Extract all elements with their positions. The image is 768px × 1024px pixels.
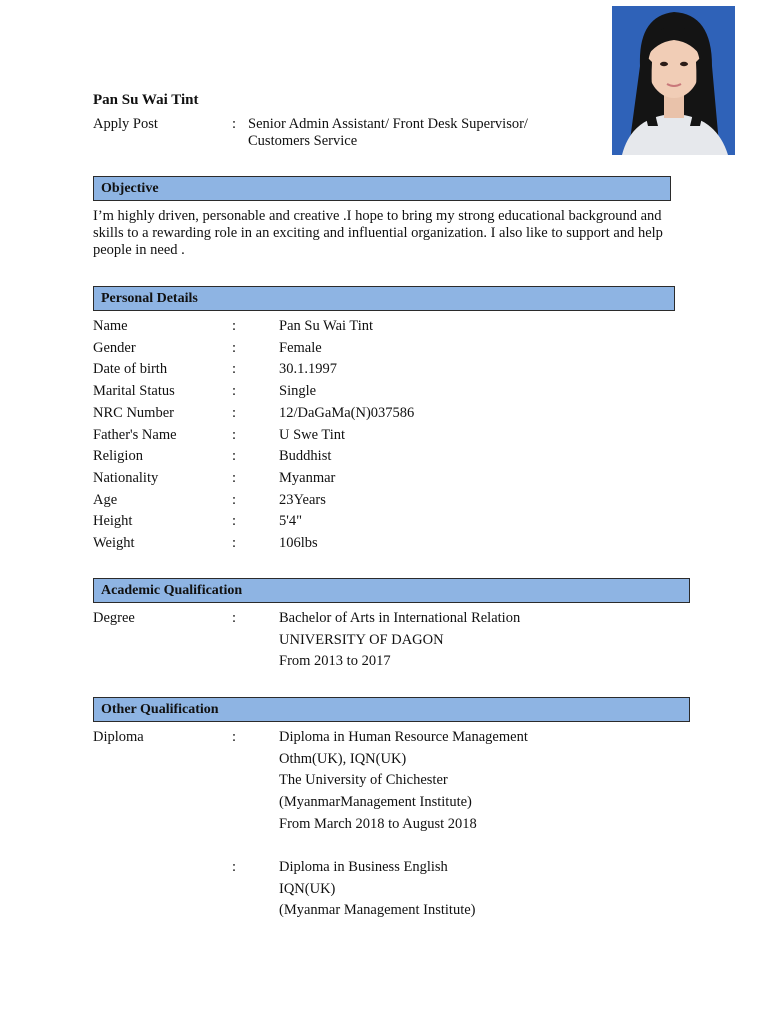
diploma-line: Diploma in Business English [279, 859, 448, 875]
detail-row-nationality [93, 470, 693, 492]
detail-value: 30.1.1997 [279, 361, 337, 378]
objective-heading: Objective [93, 176, 671, 201]
diploma-line: IQN(UK) [279, 880, 336, 897]
detail-label: Father's Name [93, 426, 177, 443]
detail-value: 106lbs [279, 535, 318, 551]
detail-row-marital-status [93, 383, 693, 405]
diploma-line: (MyanmarManagement Institute) [279, 794, 472, 811]
other-qualification-heading: Other Qualification [93, 697, 690, 722]
detail-label: Name [93, 318, 128, 334]
detail-row-gender [93, 340, 693, 362]
detail-colon: : [232, 491, 237, 508]
detail-value: U Swe Tint [279, 426, 346, 443]
detail-colon: : [232, 448, 237, 465]
detail-row-height [93, 513, 693, 535]
academic-qualification-heading: Academic Qualification [93, 578, 690, 603]
candidate-name: Pan Su Wai Tint [93, 92, 199, 108]
detail-label: Religion [93, 448, 143, 465]
detail-label: Weight [93, 535, 135, 551]
diploma-colon-2: : [232, 859, 237, 875]
detail-label: Age [93, 491, 118, 508]
profile-photo [612, 6, 735, 155]
apply-post-line: Customers Service [248, 133, 358, 149]
portrait-image [612, 6, 735, 155]
detail-value: 12/DaGaMa(N)037586 [279, 404, 415, 421]
detail-label: Marital Status [93, 383, 175, 400]
degree-line: Bachelor of Arts in International Relation [279, 610, 521, 626]
detail-value: 5'4" [279, 513, 303, 530]
detail-colon: : [232, 469, 237, 486]
diploma-label: Diploma [93, 729, 144, 745]
diploma-line: (Myanmar Management Institute) [279, 902, 476, 919]
diploma-colon: : [232, 729, 237, 745]
detail-colon: : [232, 318, 237, 334]
detail-colon: : [232, 339, 237, 356]
detail-colon: : [232, 383, 237, 400]
detail-label: NRC Number [93, 404, 174, 421]
detail-colon: : [232, 404, 237, 421]
detail-colon: : [232, 426, 237, 443]
detail-value: Pan Su Wai Tint [279, 318, 374, 334]
detail-row-weight [93, 535, 693, 557]
detail-row-fathers-name [93, 427, 693, 449]
personal-details-heading: Personal Details [93, 286, 675, 311]
detail-colon: : [232, 535, 237, 551]
diploma-line: Othm(UK), IQN(UK) [279, 750, 407, 767]
detail-label: Nationality [93, 469, 159, 486]
degree-colon: : [232, 610, 237, 626]
diploma-line: Diploma in Human Resource Management [279, 729, 528, 745]
degree-label: Degree [93, 610, 135, 626]
detail-label: Date of birth [93, 361, 168, 378]
detail-colon: : [232, 361, 237, 378]
detail-row-date-of-birth [93, 361, 693, 383]
detail-value: 23Years [279, 491, 326, 508]
diploma-line: From March 2018 to August 2018 [279, 815, 477, 832]
apply-post-value [248, 116, 588, 150]
detail-row-nrc-number [93, 405, 693, 427]
diploma-line: The University of Chichester [279, 772, 448, 789]
apply-post-label: Apply Post [93, 116, 158, 132]
detail-value: Female [279, 339, 322, 356]
detail-value: Buddhist [279, 448, 332, 465]
detail-row-name [93, 318, 693, 340]
detail-label: Gender [93, 339, 136, 356]
detail-value: Myanmar [279, 469, 336, 486]
detail-label: Height [93, 513, 133, 530]
apply-post-line: Senior Admin Assistant/ Front Desk Supervisor/ [248, 116, 528, 132]
objective-text: I’m highly driven, personable and creative .I hope to bring my strong educational background and skills to a rewarding role in an exciting and influential organization. I also like to support and help people in need . [93, 208, 663, 258]
detail-value: Single [279, 383, 317, 400]
degree-line: From 2013 to 2017 [279, 653, 391, 670]
apply-post-colon: : [232, 116, 237, 132]
detail-colon: : [232, 513, 237, 530]
detail-row-religion [93, 448, 693, 470]
degree-line: UNIVERSITY OF DAGON [279, 631, 444, 648]
detail-row-age [93, 492, 693, 514]
